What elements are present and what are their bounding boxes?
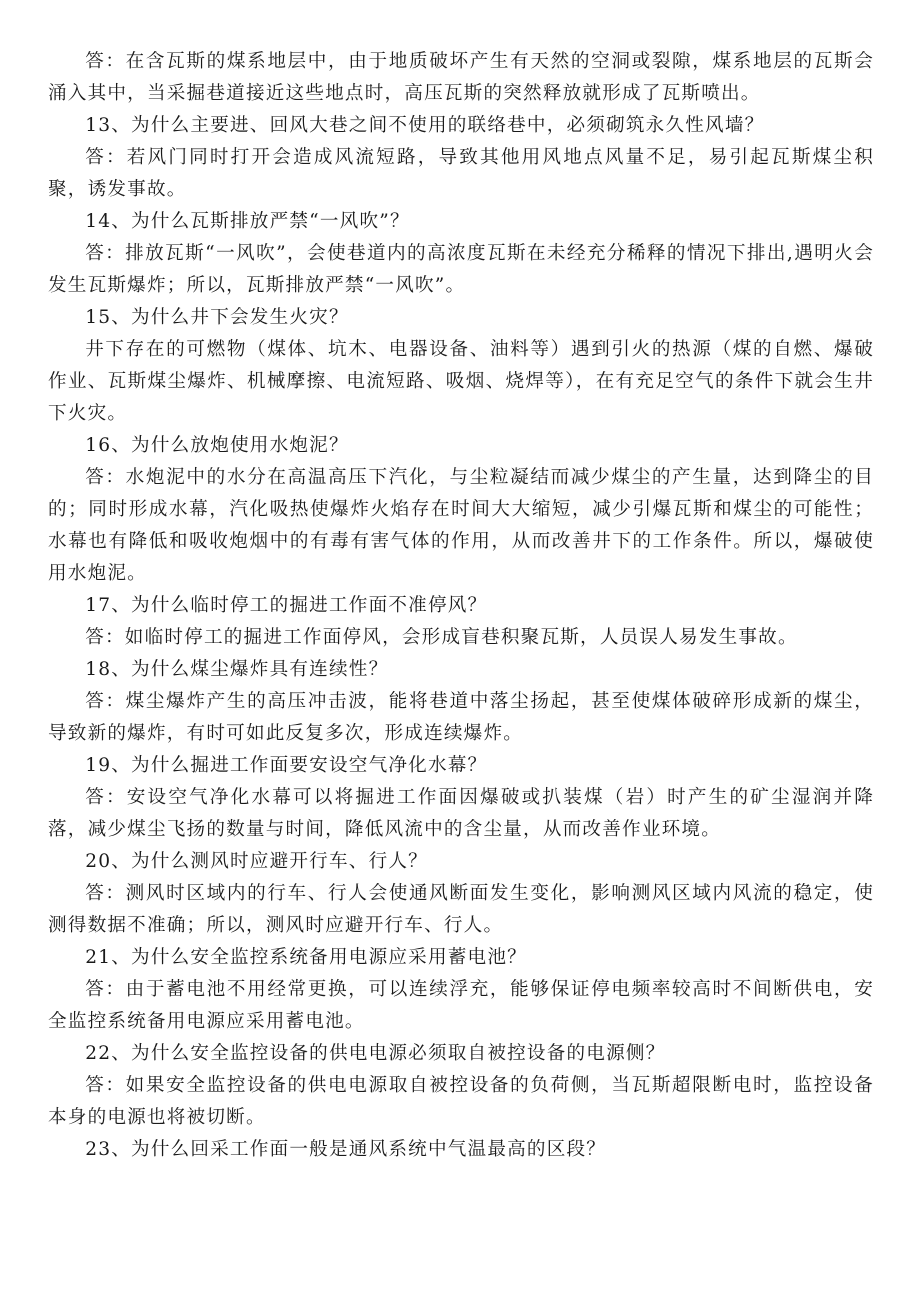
question-14: 14、为什么瓦斯排放严禁“一风吹”？ xyxy=(85,211,410,232)
answer-18: 答：煤尘爆炸产生的高压冲击波，能将巷道中落尘扬起，甚至使煤体破碎形成新的煤尘，导致新的爆炸，有时可如此反复多次，形成连续爆炸。 xyxy=(48,691,874,744)
answer-15: 井下存在的可燃物（煤体、坑木、电器设备、油料等）遇到引火的热源（煤的自燃、爆破作业、瓦斯煤尘爆炸、机械摩擦、电流短路、吸烟、烧焊等），在有充足空气的条件下就会生井下火灾。 xyxy=(48,339,874,424)
question-18: 18、为什么煤尘爆炸具有连续性？ xyxy=(85,659,389,680)
question-22: 22、为什么安全监控设备的供电电源必须取自被控设备的电源侧？ xyxy=(85,1043,666,1064)
answer-16: 答：水炮泥中的水分在高温高压下汽化，与尘粒凝结而减少煤尘的产生量，达到降尘的目的；同时形成水幕，汽化吸热使爆炸火焰存在时间大大缩短，减少引爆瓦斯和煤尘的可能性；水幕也有降低和吸收炮烟中的有毒有害气体的作用，从而改善井下的工作条件。所以，爆破使用水炮泥。 xyxy=(48,467,874,584)
question-20: 20、为什么测风时应避开行车、行人？ xyxy=(85,851,428,872)
question-17: 17、为什么临时停工的掘进工作面不准停风？ xyxy=(85,595,488,616)
answer-13: 答：若风门同时打开会造成风流短路，导致其他用风地点风量不足，易引起瓦斯煤尘积聚，诱发事故。 xyxy=(48,147,874,200)
question-16: 16、为什么放炮使用水炮泥？ xyxy=(85,435,349,456)
question-13: 13、为什么主要进、回风大巷之间不使用的联络巷中，必须砌筑永久性风墙？ xyxy=(85,115,765,136)
question-21: 21、为什么安全监控系统备用电源应采用蓄电池？ xyxy=(85,947,527,968)
question-19: 19、为什么掘进工作面要安设空气净化水幕？ xyxy=(85,755,488,776)
question-23: 23、为什么回采工作面一般是通风系统中气温最高的区段？ xyxy=(85,1139,607,1160)
answer-19: 答：安设空气净化水幕可以将掘进工作面因爆破或扒装煤（岩）时产生的矿尘湿润并降落，减少煤尘飞扬的数量与时间，降低风流中的含尘量，从而改善作业环境。 xyxy=(48,787,874,840)
answer-22: 答：如果安全监控设备的供电电源取自被控设备的负荷侧，当瓦斯超限断电时，监控设备本身的电源也将被切断。 xyxy=(48,1075,874,1128)
answer-paragraph: 答：在含瓦斯的煤系地层中，由于地质破坏产生有天然的空洞或裂隙，煤系地层的瓦斯会涌入其中，当采掘巷道接近这些地点时，高压瓦斯的突然释放就形成了瓦斯喷出。 xyxy=(48,51,874,104)
answer-20: 答：测风时区域内的行车、行人会使通风断面发生变化，影响测风区域内风流的稳定，使测得数据不准确；所以，测风时应避开行车、行人。 xyxy=(48,883,874,936)
answer-14: 答：排放瓦斯“一风吹”，会使巷道内的高浓度瓦斯在未经充分稀释的情况下排出,遇明火会发生瓦斯爆炸；所以，瓦斯排放严禁“一风吹”。 xyxy=(48,243,874,296)
answer-21: 答：由于蓄电池不用经常更换，可以连续浮充，能够保证停电频率较高时不间断供电，安全监控系统备用电源应采用蓄电池。 xyxy=(48,979,874,1032)
question-15: 15、为什么井下会发生火灾？ xyxy=(85,307,349,328)
answer-17: 答：如临时停工的掘进工作面停风，会形成盲巷积聚瓦斯，人员误人易发生事故。 xyxy=(85,627,798,648)
